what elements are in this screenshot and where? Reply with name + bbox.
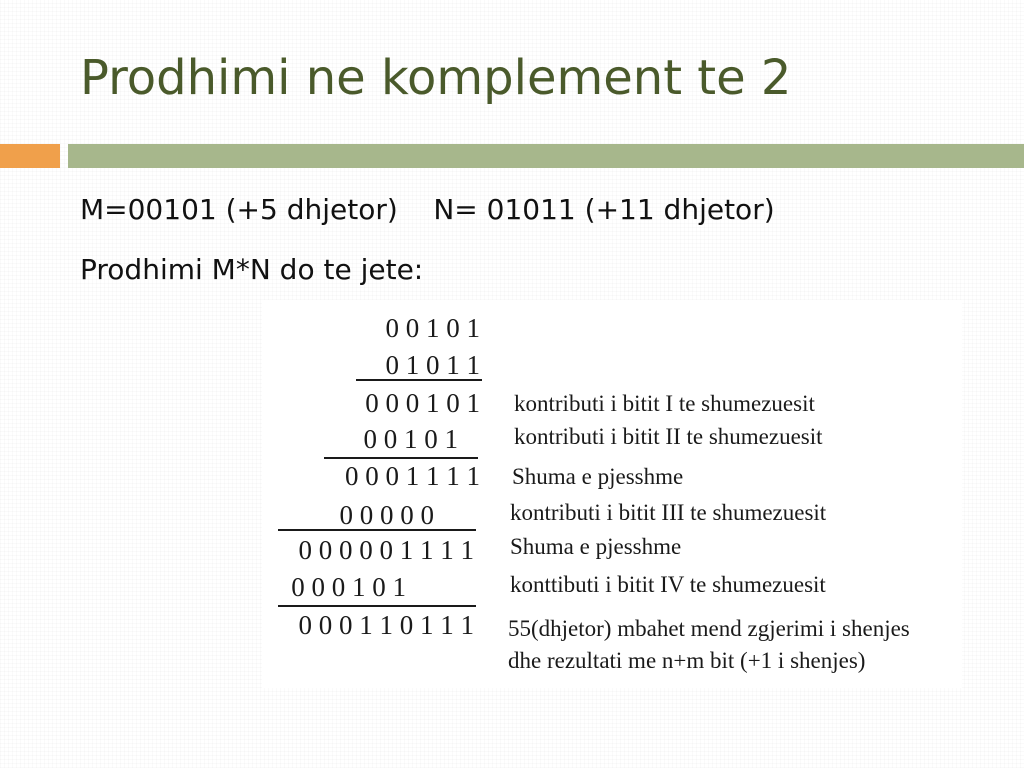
note-partial-sum-1: Shuma e pjesshme: [512, 464, 684, 489]
slide-title: Prodhimi ne komplement te 2: [80, 50, 792, 106]
partial-product-1-bits: 0 0 0 1 0 1: [365, 388, 480, 418]
title-accent-bar: [0, 144, 60, 168]
note-contribution-bit-2: kontributi i bitit II te shumezuesit: [514, 424, 823, 449]
title-divider-bar: [68, 144, 1024, 168]
product-intro-line: Prodhimi M*N do te jete:: [80, 253, 424, 286]
operands-line: M=00101 (+5 dhjetor) N= 01011 (+11 dhjetor): [80, 193, 775, 226]
note-contribution-bit-1: kontributi i bitit I te shumezuesit: [514, 391, 815, 416]
note-partial-sum-2: Shuma e pjesshme: [510, 534, 682, 559]
multiplication-diagram: [262, 300, 962, 688]
partial-product-4-bits: 0 0 0 1 0 1: [291, 572, 406, 602]
partial-sum-2-bits: 0 0 0 0 0 1 1 1 1: [298, 535, 474, 565]
partial-product-3-bits: 0 0 0 0 0: [339, 500, 434, 530]
note-result-1: 55(dhjetor) mbahet mend zgjerimi i shenjes: [508, 616, 910, 641]
partial-product-2-bits: 0 0 1 0 1: [363, 424, 458, 454]
partial-sum-1-bits: 0 0 0 1 1 1 1: [345, 461, 480, 491]
note-contribution-bit-3: kontributi i bitit III te shumezuesit: [510, 500, 827, 525]
note-contribution-bit-4: konttibuti i bitit IV te shumezuesit: [510, 572, 826, 597]
multiplicand-bits: 0 0 1 0 1: [385, 313, 480, 343]
note-result-2: dhe rezultati me n+m bit (+1 i shenjes): [508, 648, 866, 673]
multiplication-figure: [262, 300, 962, 688]
multiplier-bits: 0 1 0 1 1: [385, 350, 480, 380]
final-product-bits: 0 0 0 1 1 0 1 1 1: [298, 610, 474, 640]
